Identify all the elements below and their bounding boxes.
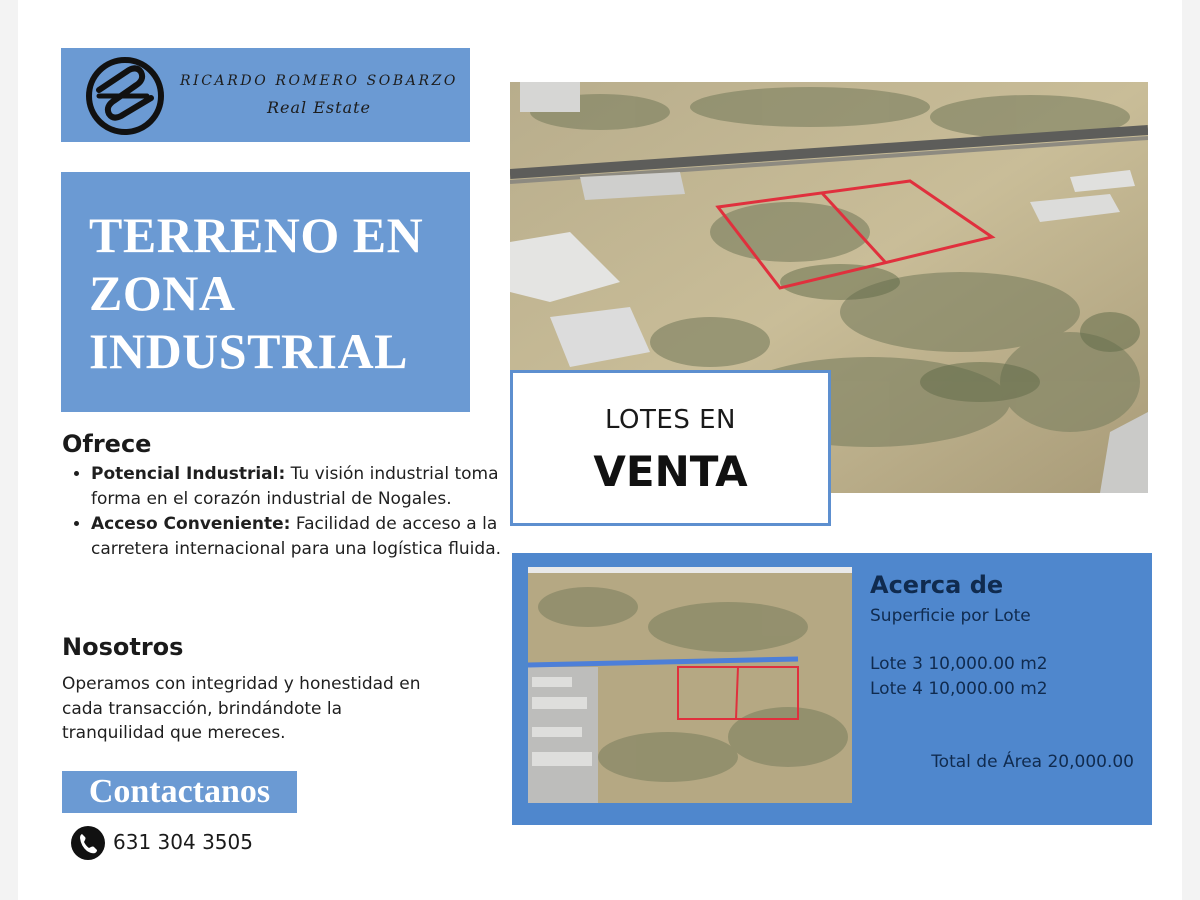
offer-label: Potencial Industrial: (91, 464, 286, 484)
sale-top-text: LOTES EN (605, 405, 736, 435)
about-text: Operamos con integridad y honestidad en cada transacción, brindándote la tranquilidad que mereces. (62, 674, 421, 743)
about-heading: Nosotros (62, 633, 184, 661)
total-area: Total de Área 20,000.00 (931, 752, 1134, 772)
list-item (91, 512, 506, 562)
page-title (89, 206, 459, 380)
offers-list (62, 462, 506, 562)
title-line-1: TERRENO EN (89, 207, 424, 263)
phone-icon (71, 826, 105, 860)
offers-heading: Ofrece (62, 430, 152, 458)
info-panel (512, 553, 1152, 825)
contact-button[interactable]: Contactanos (62, 771, 297, 813)
info-subheading: Superficie por Lote (870, 606, 1031, 626)
title-banner (61, 172, 470, 412)
title-line-2: ZONA (89, 265, 236, 321)
lot-3-area: Lote 3 10,000.00 m2 (870, 654, 1048, 674)
sale-callout (510, 370, 831, 526)
phone-number: 631 304 3505 (113, 830, 253, 854)
sale-main-text: VENTA (593, 447, 748, 496)
site-map (528, 567, 852, 803)
offer-label: Acceso Conveniente: (91, 514, 291, 534)
title-line-3: INDUSTRIAL (89, 323, 408, 379)
list-item (91, 462, 506, 512)
offer-text: Facilidad de acceso a la carretera internacional para una logística fluida. (91, 514, 502, 559)
brand-subtitle: Real Estate (266, 98, 371, 117)
info-heading: Acerca de (870, 571, 1004, 599)
brand-name: RICARDO ROMERO SOBARZO (179, 73, 459, 89)
brand-header (61, 48, 470, 142)
offer-text: Tu visión industrial toma forma en el corazón industrial de Nogales. (91, 464, 499, 509)
brand-logo-icon (85, 56, 165, 136)
lot-4-area: Lote 4 10,000.00 m2 (870, 679, 1048, 699)
